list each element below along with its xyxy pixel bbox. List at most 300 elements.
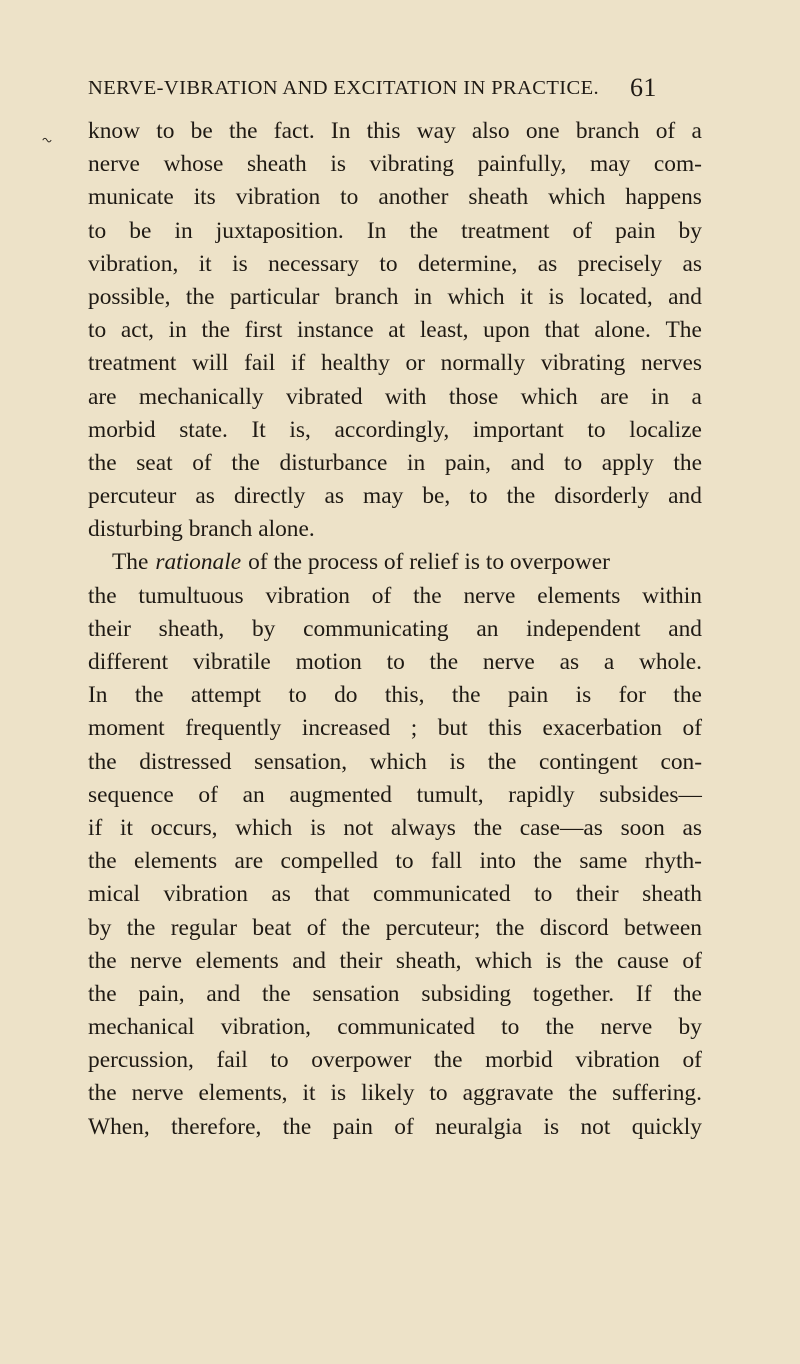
word: nerve <box>130 947 183 974</box>
word: normally <box>440 350 526 377</box>
word: elements <box>537 582 621 609</box>
text-line <box>88 580 702 613</box>
word: the <box>88 582 117 609</box>
word: vibratile <box>192 649 271 675</box>
word: occurs, <box>150 814 218 841</box>
word: suffering. <box>612 1080 702 1107</box>
word: be, <box>422 483 451 510</box>
word: to <box>156 118 175 144</box>
text-line <box>88 1077 702 1110</box>
word: is <box>232 250 248 277</box>
word: important <box>472 416 564 443</box>
word: If <box>635 980 652 1007</box>
word: with <box>384 383 427 410</box>
word: subsiding <box>421 980 512 1007</box>
word: of <box>655 118 676 144</box>
word: accordingly, <box>334 416 450 443</box>
word: but <box>437 715 468 742</box>
word: the <box>673 980 702 1007</box>
word: vibration, <box>220 1014 312 1041</box>
word: therefore, <box>171 1113 262 1140</box>
word: likely <box>361 1080 415 1107</box>
word: will <box>192 350 229 377</box>
word: is <box>330 1080 347 1107</box>
word: cause <box>616 947 669 974</box>
text-line <box>88 646 702 679</box>
word: determine, <box>417 250 518 277</box>
word: the <box>433 1047 463 1074</box>
word: in <box>413 283 433 310</box>
text-line <box>88 1011 702 1044</box>
text-line <box>88 845 702 878</box>
word: the <box>185 283 215 310</box>
word: morbid <box>485 1047 553 1074</box>
text-line <box>88 912 702 945</box>
word: the <box>88 980 117 1007</box>
word: is <box>330 151 346 178</box>
word: are <box>234 848 264 875</box>
word: vibration, <box>88 250 179 277</box>
word: to <box>270 1047 289 1074</box>
paragraph-start-line <box>88 546 702 579</box>
word: compelled <box>280 848 378 875</box>
word: vibrating <box>369 151 454 178</box>
word: mechanically <box>138 383 264 410</box>
word: percussion, <box>88 1047 194 1074</box>
word: the <box>574 947 604 974</box>
word: overpower <box>311 1047 412 1074</box>
text-line <box>88 1044 702 1077</box>
word: communicated <box>372 881 511 908</box>
running-head <box>88 73 688 102</box>
word: a <box>691 118 702 144</box>
word: same <box>579 848 628 875</box>
word: between <box>624 914 702 941</box>
word: which <box>475 947 533 974</box>
word: communicating <box>303 615 449 642</box>
word: as <box>559 649 580 675</box>
word: and <box>668 283 702 310</box>
text-line <box>88 381 702 414</box>
word: nerve <box>482 649 535 675</box>
word: fall <box>430 848 463 875</box>
word: its <box>193 184 216 211</box>
word: percuteur; <box>385 914 481 941</box>
word: by <box>678 1014 702 1041</box>
word: treatment <box>461 217 550 244</box>
text-line <box>88 978 702 1011</box>
word: pain, <box>138 980 185 1007</box>
word: an <box>476 615 499 642</box>
word: is <box>449 748 466 775</box>
margin-mark: ~ <box>39 128 56 152</box>
word: the <box>88 748 117 775</box>
word: municate <box>88 184 174 211</box>
word: healthy <box>320 350 390 377</box>
word: to <box>340 184 359 211</box>
word: In <box>88 682 108 709</box>
word: of <box>682 715 702 742</box>
word: painfully, <box>477 151 567 178</box>
word: elements <box>195 947 279 974</box>
word: as <box>537 250 558 277</box>
word: sequence <box>88 781 174 808</box>
word: by <box>678 217 702 244</box>
word: one <box>525 118 560 144</box>
word: and <box>668 483 702 510</box>
word: rapidly <box>508 781 575 808</box>
text-line <box>88 878 702 911</box>
word: it <box>520 283 533 310</box>
word: know <box>88 118 140 144</box>
text-line <box>88 1111 702 1144</box>
word: those <box>448 383 499 410</box>
word: in <box>168 317 187 344</box>
word: fact. <box>273 118 315 144</box>
word: sheath <box>642 881 702 908</box>
word: aggravate <box>462 1080 554 1107</box>
word: or <box>405 350 425 377</box>
word: which <box>520 383 578 410</box>
word: sheath <box>468 184 529 211</box>
word: and <box>206 980 241 1007</box>
word: of <box>306 914 327 941</box>
word: fail <box>216 1047 248 1074</box>
word: are <box>600 383 629 410</box>
word: is <box>543 1113 560 1140</box>
word: as <box>682 250 702 277</box>
word: their <box>575 881 619 908</box>
word: it <box>119 814 133 841</box>
word: It <box>251 416 266 443</box>
page-number: 61 <box>630 73 657 102</box>
word: seat <box>136 449 173 476</box>
word: and <box>510 449 545 476</box>
word: the <box>341 914 371 941</box>
word: fail <box>244 350 276 377</box>
word: the <box>495 914 525 941</box>
word: vibration <box>235 184 321 211</box>
word: soon <box>620 814 665 841</box>
word: the <box>88 449 117 476</box>
word: independent <box>526 615 641 642</box>
word: is, <box>289 416 311 443</box>
word: act, <box>120 317 154 344</box>
word: localize <box>629 416 702 443</box>
word: to <box>88 217 107 244</box>
text-line <box>88 447 702 480</box>
word: motion <box>295 649 362 675</box>
text-line <box>88 281 702 314</box>
word: branch <box>575 118 640 144</box>
word: by <box>88 914 112 941</box>
word: vibration <box>575 1047 660 1074</box>
running-title: NERVE-VIBRATION AND EXCITATION IN PRACTICE. <box>88 77 600 99</box>
word: which <box>548 184 606 211</box>
word: and <box>292 947 326 974</box>
word: first <box>244 317 283 344</box>
word: at <box>388 317 406 344</box>
word: that <box>314 881 350 908</box>
text-line <box>88 613 702 646</box>
word: a <box>603 649 615 675</box>
word: for <box>618 682 646 709</box>
word: elements <box>133 848 218 875</box>
word: the <box>673 682 702 709</box>
word: nerves <box>640 350 702 377</box>
word: instance <box>297 317 374 344</box>
word: to <box>534 881 553 908</box>
word: the <box>282 1113 312 1140</box>
word: located, <box>579 283 653 310</box>
word: may <box>590 151 631 178</box>
word: do <box>334 682 358 709</box>
word: of <box>682 947 702 974</box>
word: disorderly <box>554 483 650 510</box>
word: treatment <box>88 350 177 377</box>
word: another <box>378 184 449 211</box>
word: way <box>416 118 456 144</box>
text-line <box>88 679 702 712</box>
word: to <box>395 848 414 875</box>
word: contingent <box>539 748 638 775</box>
word: vibration <box>163 881 248 908</box>
word: it <box>302 1080 316 1107</box>
word: exacerbation <box>542 715 662 742</box>
text-line <box>88 414 702 447</box>
word: the <box>126 914 156 941</box>
word: The <box>665 317 702 344</box>
word: different <box>88 649 169 675</box>
word: happens <box>625 184 702 211</box>
word: com- <box>653 151 702 178</box>
word: is <box>548 283 564 310</box>
word: moment <box>88 715 165 742</box>
word: this <box>366 118 401 144</box>
word: beat <box>252 914 292 941</box>
word: percuteur <box>88 483 177 510</box>
word: the <box>409 217 439 244</box>
word: by <box>251 615 276 642</box>
text-line <box>88 115 702 148</box>
word: vibrating <box>540 350 626 377</box>
word: the <box>88 1080 117 1107</box>
word: upon <box>483 317 530 344</box>
paragraph-lead-word: The <box>112 549 149 576</box>
word: sensation <box>312 980 400 1007</box>
word: juxtaposition. <box>215 217 344 244</box>
body-text <box>88 115 702 1144</box>
word: necessary <box>268 250 359 277</box>
word: the <box>506 483 536 510</box>
text-line <box>88 712 702 745</box>
word: is <box>545 947 562 974</box>
text-line <box>88 181 702 214</box>
word: discord <box>539 914 609 941</box>
word: pain <box>615 217 656 244</box>
word: to <box>429 1080 448 1107</box>
word: into <box>479 848 516 875</box>
word: the <box>231 449 260 476</box>
word: that <box>544 317 580 344</box>
word: the <box>134 682 164 709</box>
word: as <box>324 483 344 510</box>
word: directly <box>233 483 306 510</box>
word: distressed <box>139 748 232 775</box>
text-line <box>88 148 702 181</box>
word: in <box>174 217 193 244</box>
word: ; <box>410 715 418 742</box>
text-line <box>88 347 702 380</box>
text-line <box>88 314 702 347</box>
word: alone. <box>594 317 651 344</box>
word: con- <box>660 748 702 775</box>
word: as <box>195 483 215 510</box>
word: be <box>190 118 213 144</box>
word: sheath <box>246 151 307 178</box>
word: the <box>201 317 231 344</box>
word: least, <box>419 317 469 344</box>
word: the <box>533 848 562 875</box>
word: of <box>572 217 593 244</box>
word: to <box>88 317 107 344</box>
word: state. <box>179 416 228 443</box>
word: whole. <box>638 649 702 675</box>
word: is <box>310 814 326 841</box>
word: are <box>88 383 117 410</box>
word: of <box>371 582 392 609</box>
word: their <box>339 947 383 974</box>
word: sensation, <box>254 748 348 775</box>
word: the <box>88 848 117 875</box>
word: increased <box>301 715 391 742</box>
word: neuralgia <box>435 1113 523 1140</box>
word: be <box>129 217 152 244</box>
word: together. <box>532 980 615 1007</box>
text-line <box>88 779 702 812</box>
word: possible, <box>88 283 171 310</box>
word: pain <box>332 1113 373 1140</box>
word: may <box>363 483 404 510</box>
italic-term-rationale: rationale <box>155 549 242 576</box>
word: and <box>668 615 702 642</box>
word: of <box>198 781 218 808</box>
text-line <box>88 248 702 281</box>
word: if <box>88 814 103 841</box>
word: also <box>471 118 510 144</box>
word: regular <box>170 914 237 941</box>
word: branch <box>334 283 399 310</box>
word: When, <box>88 1113 150 1140</box>
word: to <box>379 250 398 277</box>
word: to <box>563 449 583 476</box>
word: sheath, <box>158 615 225 642</box>
text-line <box>88 746 702 779</box>
word: which <box>235 814 293 841</box>
text-line <box>88 480 702 513</box>
word: of <box>192 449 212 476</box>
word: the <box>88 947 117 974</box>
word: attempt <box>190 682 262 709</box>
text-line <box>88 945 702 978</box>
word: sheath, <box>395 947 462 974</box>
word: to <box>288 682 307 709</box>
word: In <box>366 217 387 244</box>
word: if <box>290 350 306 377</box>
word: elements, <box>198 1080 288 1107</box>
word: to <box>469 483 488 510</box>
word: their <box>88 615 131 642</box>
word: as <box>271 881 291 908</box>
word: of <box>394 1113 414 1140</box>
word: nerve <box>131 1080 184 1107</box>
word: morbid <box>88 416 156 443</box>
word: tumultuous <box>138 582 244 609</box>
word: nerve <box>88 151 140 178</box>
word: the <box>451 682 481 709</box>
word: disturbance <box>279 449 388 476</box>
word: frequently <box>185 715 282 742</box>
word: this <box>488 715 522 742</box>
word: is <box>575 682 592 709</box>
word: augmented <box>289 781 392 808</box>
word: the <box>228 118 258 144</box>
word: mechanical <box>88 1014 195 1041</box>
word: the <box>545 1014 575 1041</box>
word: apply <box>601 449 654 476</box>
word: In <box>330 118 351 144</box>
word: communicated <box>337 1014 475 1041</box>
word: to <box>501 1014 520 1041</box>
word: quickly <box>631 1113 702 1140</box>
word: not <box>343 814 374 841</box>
word: an <box>242 781 265 808</box>
word: the <box>413 582 442 609</box>
text-line <box>88 215 702 248</box>
word: tumult, <box>416 781 484 808</box>
word: not <box>580 1113 611 1140</box>
word: to <box>386 649 405 675</box>
word: pain <box>507 682 549 709</box>
word: precisely <box>577 250 663 277</box>
text-line: disturbing branch alone. <box>88 516 315 543</box>
word: which <box>369 748 427 775</box>
word: to <box>587 416 606 443</box>
word: this, <box>384 682 425 709</box>
word: particular <box>229 283 320 310</box>
word: always <box>390 814 456 841</box>
word: in <box>406 449 426 476</box>
text-line <box>88 812 702 845</box>
word: the <box>673 449 702 476</box>
word: the <box>262 980 291 1007</box>
word: nerve <box>463 582 516 609</box>
word: as <box>682 814 702 841</box>
word: within <box>642 582 702 609</box>
word: rhyth- <box>644 848 702 875</box>
word: the <box>429 649 459 675</box>
word: in <box>651 383 670 410</box>
word: of <box>682 1047 702 1074</box>
word: the <box>568 1080 598 1107</box>
word: vibrated <box>285 383 363 410</box>
word: nerve <box>600 1014 653 1041</box>
word: which <box>447 283 505 310</box>
paragraph-lead-rest: of the process of relief is to overpower <box>248 549 610 576</box>
word: the <box>487 748 517 775</box>
word: subsides— <box>599 781 702 808</box>
word: pain, <box>444 449 491 476</box>
